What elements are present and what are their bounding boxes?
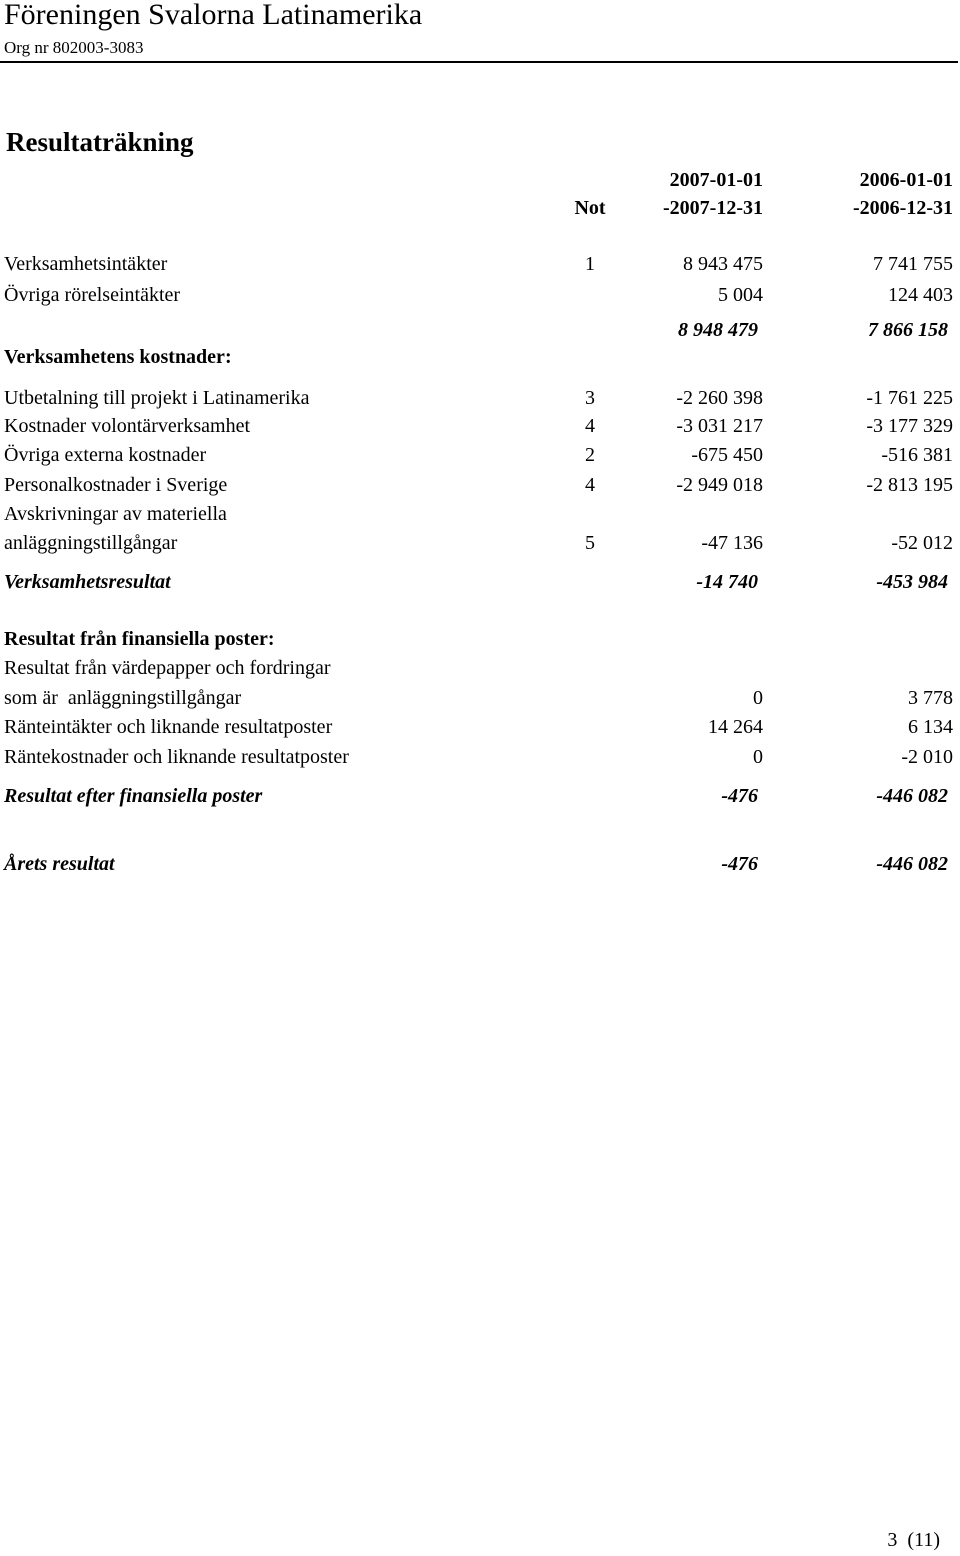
verksamhetsresultat-2006: -453 984 <box>876 571 948 593</box>
note-column-header: Not <box>574 197 606 219</box>
row-value-2007-rantekostnader: 0 <box>753 746 763 768</box>
row-value-2006-ovriga-rorelseintakter: 124 403 <box>888 284 953 306</box>
row-label-vardepapper-line2: som är anläggningstillgångar <box>4 687 242 709</box>
row-value-2006-verksamhetsintakter: 7 741 755 <box>873 253 953 275</box>
row-value-2007-projekt: -2 260 398 <box>676 387 763 409</box>
period-2006-end: -2006-12-31 <box>853 197 953 219</box>
period-2007-start: 2007-01-01 <box>669 169 763 191</box>
row-value-2007-personal: -2 949 018 <box>676 474 763 496</box>
verksamhetsresultat-label: Verksamhetsresultat <box>4 571 171 593</box>
row-label-projekt: Utbetalning till projekt i Latinamerika <box>4 387 310 409</box>
organization-number: Org nr 802003-3083 <box>4 38 144 57</box>
row-value-2006-projekt: -1 761 225 <box>866 387 953 409</box>
row-value-2006-vardepapper: 3 778 <box>908 687 953 709</box>
row-label-ranteintakter: Ränteintäkter och liknande resultatposter <box>4 716 333 738</box>
row-note-avskrivningar: 5 <box>585 532 595 554</box>
period-2006-start: 2006-01-01 <box>859 169 953 191</box>
row-value-2007-verksamhetsintakter: 8 943 475 <box>683 253 763 275</box>
financial-heading: Resultat från finansiella poster: <box>4 628 275 650</box>
row-note-verksamhetsintakter: 1 <box>585 253 595 275</box>
header-divider <box>0 61 958 63</box>
row-note-externa: 2 <box>585 444 595 466</box>
row-value-2007-vardepapper: 0 <box>753 687 763 709</box>
costs-heading: Verksamhetens kostnader: <box>4 346 232 368</box>
row-value-2006-volontar: -3 177 329 <box>866 415 953 437</box>
row-label-volontar: Kostnader volontärverksamhet <box>4 415 251 437</box>
organization-name: Föreningen Svalorna Latinamerika <box>4 0 423 31</box>
row-label-avskrivningar-line1: Avskrivningar av materiella <box>4 503 227 525</box>
income-subtotal-2006: 7 866 158 <box>868 319 948 341</box>
row-value-2006-personal: -2 813 195 <box>866 474 953 496</box>
row-value-2006-avskrivningar: -52 012 <box>891 532 953 554</box>
row-label-externa: Övriga externa kostnader <box>4 444 207 466</box>
arets-resultat-label: Årets resultat <box>4 853 115 875</box>
row-value-2007-ovriga-rorelseintakter: 5 004 <box>718 284 763 306</box>
resultat-efter-2006: -446 082 <box>876 785 948 807</box>
row-note-projekt: 3 <box>585 387 595 409</box>
income-subtotal-2007: 8 948 479 <box>678 319 758 341</box>
row-value-2007-ranteintakter: 14 264 <box>708 716 763 738</box>
arets-resultat-2006: -446 082 <box>876 853 948 875</box>
row-label-personal: Personalkostnader i Sverige <box>4 474 228 496</box>
page-number: 3 (11) <box>887 1529 940 1551</box>
row-label-vardepapper-line1: Resultat från värdepapper och fordringar <box>4 657 331 679</box>
arets-resultat-2007: -476 <box>721 853 758 875</box>
resultat-efter-label: Resultat efter finansiella poster <box>4 785 263 807</box>
row-label-verksamhetsintakter: Verksamhetsintäkter <box>4 253 168 275</box>
row-value-2006-ranteintakter: 6 134 <box>908 716 953 738</box>
resultat-efter-2007: -476 <box>721 785 758 807</box>
row-value-2007-volontar: -3 031 217 <box>676 415 763 437</box>
row-value-2007-externa: -675 450 <box>691 444 763 466</box>
row-label-avskrivningar-line2: anläggningstillgångar <box>4 532 178 554</box>
row-value-2007-avskrivningar: -47 136 <box>701 532 763 554</box>
page-title: Resultaträkning <box>6 127 194 157</box>
row-note-personal: 4 <box>585 474 595 496</box>
row-label-ovriga-rorelseintakter: Övriga rörelseintäkter <box>4 284 181 306</box>
row-note-volontar: 4 <box>585 415 595 437</box>
period-2007-end: -2007-12-31 <box>663 197 763 219</box>
row-label-rantekostnader: Räntekostnader och liknande resultatposter <box>4 746 349 768</box>
row-value-2006-externa: -516 381 <box>881 444 953 466</box>
row-value-2006-rantekostnader: -2 010 <box>901 746 953 768</box>
verksamhetsresultat-2007: -14 740 <box>696 571 758 593</box>
